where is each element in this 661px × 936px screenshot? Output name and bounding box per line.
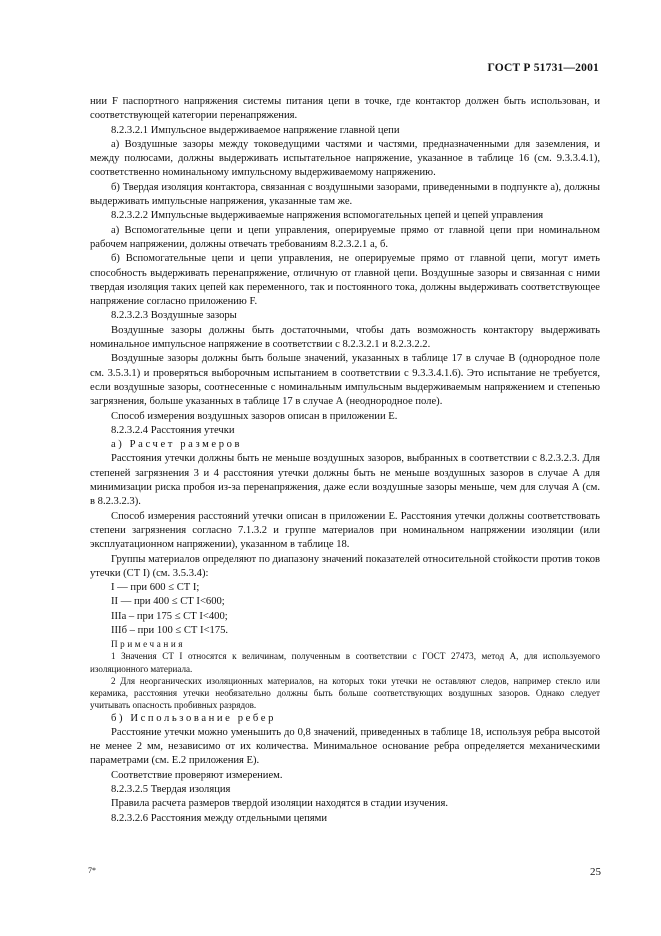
paragraph: б) Вспомогательные цепи и цепи управления, не оперируемые прямо от главной цепи, могут иметь способность выдерживать перенапряжение, отличную от главной цепи. Воздушные зазоры и связанная с ними твердая изоляция таких цепей как переменного, так и постоянного тока, должны выдерживать соответствующее напряжение согласно приложению F. [90,253,600,308]
paragraph: 8.2.3.2.6 Расстояния между отдельными цепями [111,812,328,824]
paragraph: 8.2.3.2.5 Твердая изоляция [111,783,231,795]
paragraph: 1 Значения СТ I относятся к величинам, полученным в соответствии с ГОСТ 27473, метод А, для используемого изоляционного материала. [90,651,600,674]
paragraph: 8.2.3.2.1 Импульсное выдерживаемое напряжение главной цепи [111,124,400,136]
paragraph: Примечания [111,639,186,650]
body-text [90,95,600,826]
paragraph: б) Использование ребер [111,712,276,724]
paragraph: Расстояния утечки должны быть не меньше воздушных зазоров, выбранных в соответствии с 8.2.3.2.3. Для степеней загрязнения 3 и 4 расстояния утечки должны быть не меньше воздушных зазоров в случае А для минимизации риска пробоя из-за перенапряжения, даже если воздушные зазоры меньше, чем для случая А (см. в 8.2.3.2.3). [90,453,600,508]
paragraph: Расстояние утечки можно уменьшить до 0,8 значений, приведенных в таблице 18, используя ребра высотой не менее 2 мм, независимо от их количества. Минимальное основание ребра определяется механическими параметрами (см. Е.2 приложения Е). [90,726,600,767]
list-item: II — при 400 ≤ СТ I<600; [111,596,225,608]
paragraph: нии F паспортного напряжения системы питания цепи в точке, где контактор должен быть использован, и соответствующей категории перенапряжения. [90,96,600,122]
paragraph: Воздушные зазоры должны быть достаточными, чтобы дать возможность контактору выдерживать номинальное импульсное напряжение в соответствии с 8.2.3.2.1 и 8.2.3.2.2. [90,324,600,351]
paragraph: Соответствие проверяют измерением. [111,769,283,781]
list-item: IIIб – при 100 ≤ СТ I<175. [111,624,229,636]
paragraph: Группы материалов определяют по диапазону значений показателей относительной стойкости против токов утечки (СТ I) (см. 3.5.3.4): [90,553,600,579]
paragraph: 8.2.3.2.4 Расстояния утечки [111,424,235,436]
paragraph: 8.2.3.2.2 Импульсные выдерживаемые напряжения вспомогательных цепей и цепей управления [111,210,544,222]
page-number: 25 [590,866,601,878]
paragraph: 8.2.3.2.3 Воздушные зазоры [111,310,237,322]
sheet-mark: 7* [88,866,96,875]
paragraph: а) Расчет размеров [111,439,243,451]
document-code-header: ГОСТ Р 51731—2001 [487,62,599,74]
paragraph: Правила расчета размеров твердой изоляции находятся в стадии изучения. [111,798,448,810]
paragraph: б) Твердая изоляция контактора, связанная с воздушными зазорами, приведенными в подпункте а), должны выдерживать импульсные напряжения, указанные там же. [90,181,600,208]
paragraph: Способ измерения воздушных зазоров описан в приложении Е. [111,410,398,422]
list-item: I — при 600 ≤ СТ I; [111,582,200,594]
paragraph: Способ измерения расстояний утечки описан в приложении Е. Расстояния утечки должны соответствовать степени загрязнения согласно 7.1.3.2 и группе материалов при номинальном напряжении изоляции (или эксплуатационном напряжении), указанном в таблице 18. [90,510,600,551]
paragraph: а) Воздушные зазоры между токоведущими частями и частями, предназначенными для заземления, и между полюсами, должны выдерживать испытательное напряжение, указанное в таблице 16 (см. 9.3.3.4.1), соответственно номинальному импульсному выдерживаемому напряжению. [90,138,600,179]
paragraph: а) Вспомогательные цепи и цепи управления, оперируемые прямо от главной цепи при номинальном рабочем напряжении, должны отвечать требованиям 8.2.3.2.1 а, б. [90,224,600,250]
paragraph: Воздушные зазоры должны быть больше значений, указанных в таблице 17 в случае В (однородное поле см. 3.5.3.1) и проверяться выборочным испытанием в соответствии с 9.3.3.4.1.6). Это испытание не требуется, если воздушные зазоры, соотнесенные с номинальным импульсным выдерживаемым напряжением и степенью загрязнения, больше указанных в таблице 17 в случае А (неоднородное поле). [90,353,600,408]
paragraph: 2 Для неорганических изоляционных материалов, на которых токи утечки не оставляют следов, например стекло или керамика, расстояния утечки необязательно должны быть больше соответствующих воздушных зазоров. Однако следует учитывать опасность пробивных разрядов. [90,675,600,711]
list-item: IIIа – при 175 ≤ СТ I<400; [111,610,228,622]
